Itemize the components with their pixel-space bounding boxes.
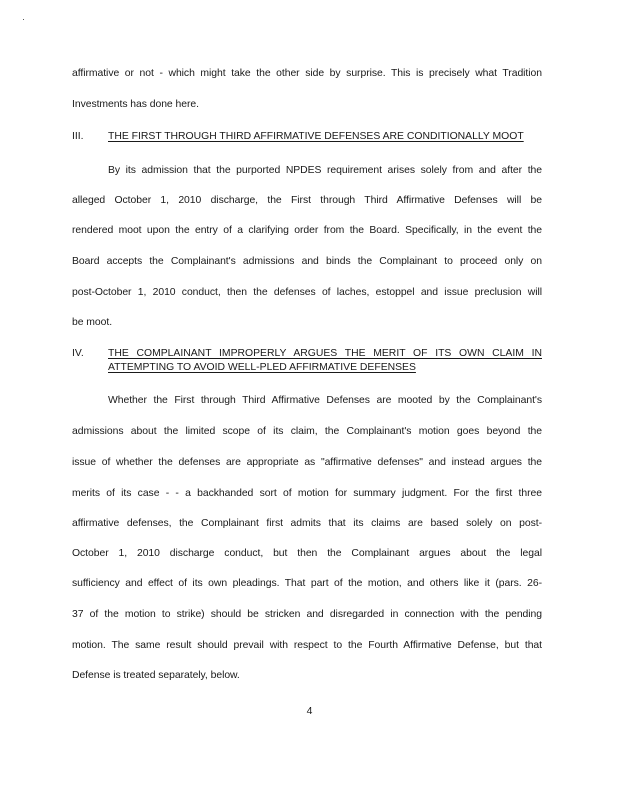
paragraph-line: admissions about the limited scope of its claim, the Complainant's motion goes beyond the xyxy=(72,426,542,437)
section-heading: THE COMPLAINANT IMPROPERLY ARGUES THE MERIT OF ITS OWN CLAIM IN xyxy=(108,348,542,359)
paragraph-line: affirmative defenses, the Complainant first admits that its claims are based solely on post- xyxy=(72,518,542,529)
scan-speck xyxy=(23,19,24,20)
paragraph-line: Investments has done here. xyxy=(72,99,199,110)
paragraph-line: post-October 1, 2010 conduct, then the defenses of laches, estoppel and issue preclusion will xyxy=(72,287,542,298)
paragraph-line: Board accepts the Complainant's admissions and binds the Complainant to proceed only on xyxy=(72,256,542,267)
paragraph-line: rendered moot upon the entry of a clarifying order from the Board. Specifically, in the event the xyxy=(72,225,542,236)
section-heading: THE FIRST THROUGH THIRD AFFIRMATIVE DEFENSES ARE CONDITIONALLY MOOT xyxy=(108,131,524,142)
paragraph-line: motion. The same result should prevail with respect to the Fourth Affirmative Defense, but that xyxy=(72,640,542,651)
page-number: 4 xyxy=(306,706,313,717)
paragraph-line: By its admission that the purported NPDES requirement arises solely from and after the xyxy=(108,165,542,176)
paragraph-line: sufficiency and effect of its own pleadings. That part of the motion, and others like it (pars. 26- xyxy=(72,578,542,589)
paragraph-line: merits of its case - - a backhanded sort of motion for summary judgment. For the first three xyxy=(72,488,542,499)
paragraph-line: affirmative or not - which might take the other side by surprise. This is precisely what Tradition xyxy=(72,68,542,79)
section-heading-continued: ATTEMPTING TO AVOID WELL-PLED AFFIRMATIVE DEFENSES xyxy=(108,362,416,373)
paragraph-line: be moot. xyxy=(72,317,113,328)
section-number: III. xyxy=(72,131,84,142)
paragraph-line: issue of whether the defenses are appropriate as "affirmative defenses" and instead argues the xyxy=(72,457,542,468)
paragraph-line: 37 of the motion to strike) should be stricken and disregarded in connection with the pending xyxy=(72,609,542,620)
paragraph-line: Defense is treated separately, below. xyxy=(72,670,240,681)
paragraph-line: Whether the First through Third Affirmative Defenses are mooted by the Complainant's xyxy=(108,395,542,406)
paragraph-line: October 1, 2010 discharge conduct, but then the Complainant argues about the legal xyxy=(72,548,542,559)
section-number: IV. xyxy=(72,348,84,359)
paragraph-line: alleged October 1, 2010 discharge, the First through Third Affirmative Defenses will be xyxy=(72,195,542,206)
